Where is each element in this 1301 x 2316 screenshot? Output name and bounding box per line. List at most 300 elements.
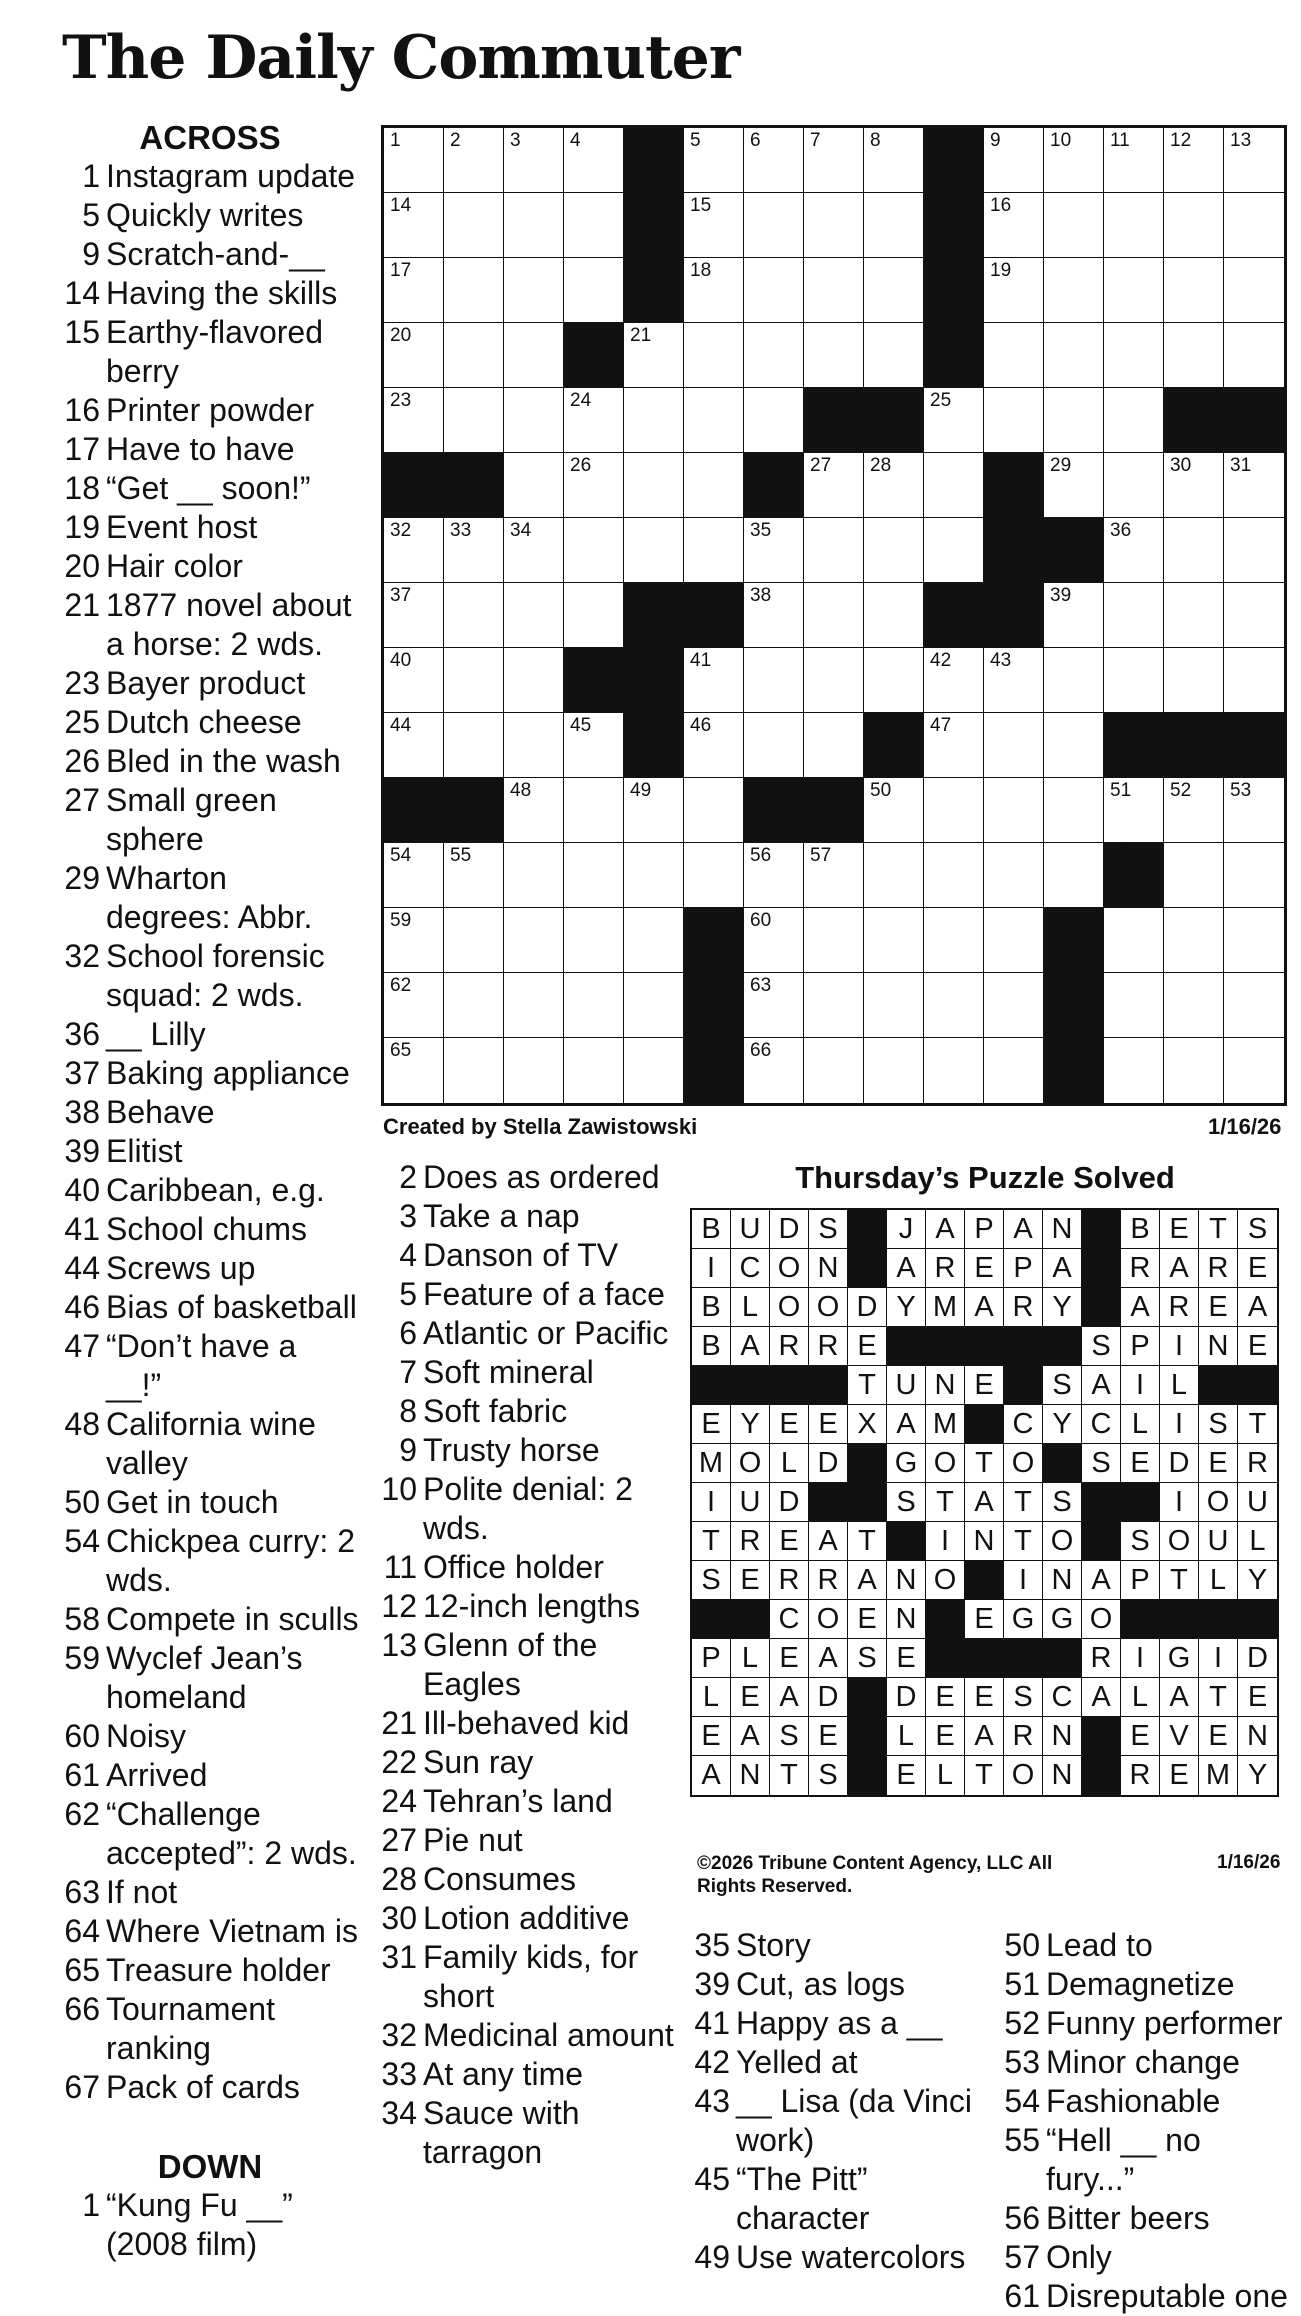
grid-cell[interactable] — [924, 908, 984, 973]
clue-text: At any time — [423, 2056, 584, 2092]
cell-number: 34 — [510, 520, 532, 541]
grid-cell[interactable] — [1104, 583, 1164, 648]
grid-cell[interactable] — [444, 388, 504, 453]
grid-cell[interactable] — [504, 583, 564, 648]
grid-cell[interactable] — [864, 258, 924, 323]
grid-cell[interactable] — [384, 583, 444, 648]
grid-cell[interactable] — [1044, 323, 1104, 388]
grid-cell[interactable] — [1164, 128, 1224, 193]
grid-cell[interactable] — [684, 453, 744, 518]
clue-item — [1000, 2121, 1295, 2199]
solution-cell: E — [1199, 1444, 1238, 1483]
solution-cell: R — [770, 1561, 809, 1600]
grid-cell[interactable] — [1224, 193, 1284, 258]
grid-cell[interactable] — [564, 713, 624, 778]
clue-number: 24 — [381, 1783, 417, 1819]
grid-cell[interactable] — [384, 908, 444, 973]
solution-cell: O — [1160, 1522, 1199, 1561]
grid-cell[interactable] — [624, 973, 684, 1038]
grid-cell[interactable] — [984, 973, 1044, 1038]
grid-cell[interactable] — [984, 908, 1044, 973]
solution-block — [1082, 1288, 1121, 1327]
grid-cell[interactable] — [744, 908, 804, 973]
grid-cell[interactable] — [684, 128, 744, 193]
clue-number: 47 — [64, 1328, 100, 1364]
grid-cell[interactable] — [1044, 778, 1104, 843]
solution-cell: V — [1160, 1717, 1199, 1756]
grid-cell[interactable] — [444, 128, 504, 193]
grid-cell[interactable] — [1164, 193, 1224, 258]
solution-block — [770, 1366, 809, 1405]
grid-cell[interactable] — [564, 128, 624, 193]
solution-cell: E — [887, 1639, 926, 1678]
grid-cell[interactable] — [384, 1038, 444, 1103]
grid-cell[interactable] — [984, 843, 1044, 908]
grid-cell[interactable] — [924, 453, 984, 518]
grid-cell[interactable] — [684, 713, 744, 778]
grid-cell[interactable] — [684, 258, 744, 323]
grid-cell[interactable] — [564, 258, 624, 323]
grid-cell[interactable] — [384, 518, 444, 583]
cell-number: 50 — [870, 780, 892, 801]
clue-item — [375, 1158, 675, 1197]
grid-cell[interactable] — [1164, 908, 1224, 973]
grid-cell[interactable] — [504, 193, 564, 258]
solution-cell: L — [1121, 1405, 1160, 1444]
grid-cell[interactable] — [564, 908, 624, 973]
grid-cell[interactable] — [504, 388, 564, 453]
solution-cell: Y — [1238, 1756, 1277, 1795]
solution-cell: R — [1199, 1249, 1238, 1288]
grid-cell[interactable] — [444, 258, 504, 323]
grid-cell[interactable] — [1104, 258, 1164, 323]
clue-number: 5 — [399, 1276, 417, 1312]
clue-number: 41 — [694, 2005, 730, 2041]
clue-item — [60, 1990, 360, 2068]
solution-cell: L — [731, 1639, 770, 1678]
clue-item — [60, 1756, 360, 1795]
grid-cell[interactable] — [504, 1038, 564, 1103]
cell-number: 51 — [1110, 780, 1132, 801]
clue-number: 65 — [64, 1952, 100, 1988]
grid-cell[interactable] — [984, 778, 1044, 843]
grid-cell[interactable] — [384, 323, 444, 388]
clue-item — [60, 1054, 360, 1093]
solution-cell: E — [809, 1717, 848, 1756]
grid-cell[interactable] — [804, 323, 864, 388]
grid-cell[interactable] — [684, 778, 744, 843]
clue-item — [60, 469, 360, 508]
grid-cell[interactable] — [744, 973, 804, 1038]
solved-title: Thursday’s Puzzle Solved — [795, 1160, 1175, 1195]
clue-number: 17 — [64, 431, 100, 467]
grid-cell[interactable] — [744, 648, 804, 713]
grid-cell[interactable] — [1164, 973, 1224, 1038]
cell-number: 9 — [990, 130, 1001, 151]
grid-cell[interactable] — [804, 713, 864, 778]
solution-block — [1121, 1483, 1160, 1522]
clue-item — [60, 859, 360, 937]
clue-text: Baking appliance — [106, 1055, 350, 1091]
clue-text: Ill-behaved kid — [423, 1705, 630, 1741]
grid-cell[interactable] — [444, 843, 504, 908]
grid-cell[interactable] — [924, 648, 984, 713]
clue-item — [690, 2043, 990, 2082]
solution-cell: A — [1004, 1210, 1043, 1249]
solution-cell: D — [770, 1210, 809, 1249]
clue-text: Screws up — [106, 1250, 256, 1286]
grid-cell[interactable] — [864, 648, 924, 713]
clue-number: 28 — [381, 1861, 417, 1897]
grid-cell[interactable] — [564, 843, 624, 908]
grid-cell[interactable] — [864, 908, 924, 973]
page-title: The Daily Commuter — [62, 23, 740, 93]
grid-cell[interactable] — [684, 843, 744, 908]
grid-cell[interactable] — [864, 323, 924, 388]
grid-cell[interactable] — [384, 258, 444, 323]
solution-cell: R — [809, 1327, 848, 1366]
clue-item — [60, 1483, 360, 1522]
grid-cell[interactable] — [864, 128, 924, 193]
clue-item — [60, 586, 360, 664]
grid-cell[interactable] — [924, 518, 984, 583]
grid-cell[interactable] — [1224, 128, 1284, 193]
clue-number: 19 — [64, 509, 100, 545]
grid-block — [684, 973, 744, 1038]
grid-cell[interactable] — [1224, 453, 1284, 518]
grid-block — [1044, 973, 1104, 1038]
grid-cell[interactable] — [1224, 648, 1284, 713]
grid-cell[interactable] — [1044, 648, 1104, 713]
solution-cell: T — [1199, 1210, 1238, 1249]
solution-cell: A — [809, 1639, 848, 1678]
grid-cell[interactable] — [924, 973, 984, 1038]
grid-cell[interactable] — [624, 453, 684, 518]
grid-cell[interactable] — [624, 843, 684, 908]
grid-cell[interactable] — [504, 713, 564, 778]
clue-text: Get in touch — [106, 1484, 279, 1520]
grid-cell[interactable] — [744, 518, 804, 583]
clue-text: Disreputable one — [1046, 2278, 1288, 2314]
grid-cell[interactable] — [924, 843, 984, 908]
clue-number: 26 — [64, 743, 100, 779]
grid-cell[interactable] — [1164, 648, 1224, 713]
solution-block — [1082, 1483, 1121, 1522]
clue-item — [375, 2016, 675, 2055]
grid-cell[interactable] — [864, 1038, 924, 1103]
grid-cell[interactable] — [444, 518, 504, 583]
grid-cell[interactable] — [1044, 453, 1104, 518]
grid-cell[interactable] — [1044, 388, 1104, 453]
grid-cell[interactable] — [1104, 128, 1164, 193]
grid-cell[interactable] — [504, 778, 564, 843]
grid-cell[interactable] — [564, 778, 624, 843]
grid-cell[interactable] — [744, 258, 804, 323]
grid-cell[interactable] — [624, 323, 684, 388]
clue-number: 9 — [82, 236, 100, 272]
grid-cell[interactable] — [1164, 323, 1224, 388]
grid-cell[interactable] — [504, 843, 564, 908]
grid-block — [444, 778, 504, 843]
grid-cell[interactable] — [804, 453, 864, 518]
grid-cell[interactable] — [864, 843, 924, 908]
grid-cell[interactable] — [684, 648, 744, 713]
grid-cell[interactable] — [1104, 908, 1164, 973]
grid-cell[interactable] — [1044, 843, 1104, 908]
grid-cell[interactable] — [864, 583, 924, 648]
grid-cell[interactable] — [1044, 193, 1104, 258]
grid-cell[interactable] — [444, 193, 504, 258]
grid-cell[interactable] — [864, 453, 924, 518]
grid-cell[interactable] — [384, 128, 444, 193]
clue-text: Printer powder — [106, 392, 315, 428]
grid-cell[interactable] — [1164, 583, 1224, 648]
grid-cell[interactable] — [1104, 648, 1164, 713]
grid-cell[interactable] — [1104, 1038, 1164, 1103]
grid-cell[interactable] — [1224, 1038, 1284, 1103]
cell-number: 16 — [990, 195, 1012, 216]
solution-cell: L — [731, 1288, 770, 1327]
grid-cell[interactable] — [984, 323, 1044, 388]
clue-number: 20 — [64, 548, 100, 584]
grid-cell[interactable] — [1164, 778, 1224, 843]
solution-cell: E — [1199, 1717, 1238, 1756]
grid-cell[interactable] — [1104, 973, 1164, 1038]
grid-cell[interactable] — [804, 583, 864, 648]
grid-cell[interactable] — [504, 648, 564, 713]
grid-cell[interactable] — [1104, 453, 1164, 518]
grid-cell[interactable] — [744, 323, 804, 388]
grid-cell[interactable] — [384, 193, 444, 258]
grid-cell[interactable] — [1224, 908, 1284, 973]
solution-cell: E — [731, 1678, 770, 1717]
grid-cell[interactable] — [504, 973, 564, 1038]
grid-cell[interactable] — [804, 648, 864, 713]
solution-block — [1199, 1366, 1238, 1405]
grid-block — [744, 778, 804, 843]
grid-cell[interactable] — [804, 193, 864, 258]
clue-item — [375, 1743, 675, 1782]
grid-cell[interactable] — [444, 583, 504, 648]
grid-cell[interactable] — [624, 388, 684, 453]
grid-cell[interactable] — [744, 128, 804, 193]
grid-cell[interactable] — [744, 1038, 804, 1103]
clue-number: 33 — [381, 2056, 417, 2092]
solution-cell: D — [1160, 1444, 1199, 1483]
grid-cell[interactable] — [1224, 778, 1284, 843]
grid-cell[interactable] — [984, 128, 1044, 193]
grid-cell[interactable] — [504, 258, 564, 323]
solution-cell: S — [1043, 1483, 1082, 1522]
solution-cell: T — [692, 1522, 731, 1561]
grid-cell[interactable] — [804, 128, 864, 193]
cell-number: 58 — [1110, 845, 1132, 866]
grid-cell[interactable] — [504, 453, 564, 518]
grid-cell[interactable] — [924, 1038, 984, 1103]
cell-number: 14 — [390, 195, 412, 216]
solution-block — [731, 1600, 770, 1639]
cell-number: 27 — [810, 455, 832, 476]
grid-cell[interactable] — [1104, 778, 1164, 843]
grid-cell[interactable] — [624, 778, 684, 843]
grid-cell[interactable] — [804, 518, 864, 583]
grid-cell[interactable] — [1224, 843, 1284, 908]
grid-cell[interactable] — [804, 1038, 864, 1103]
crossword-grid[interactable] — [381, 125, 1287, 1106]
grid-cell[interactable] — [864, 973, 924, 1038]
solution-cell: E — [770, 1522, 809, 1561]
grid-block — [924, 323, 984, 388]
grid-cell[interactable] — [1164, 453, 1224, 518]
grid-block — [624, 128, 684, 193]
solution-cell: B — [1121, 1210, 1160, 1249]
grid-cell[interactable] — [1104, 518, 1164, 583]
solution-cell: I — [1004, 1561, 1043, 1600]
grid-cell[interactable] — [804, 973, 864, 1038]
grid-cell[interactable] — [564, 453, 624, 518]
grid-cell[interactable] — [864, 778, 924, 843]
grid-cell[interactable] — [504, 908, 564, 973]
grid-cell[interactable] — [1224, 973, 1284, 1038]
clue-text: “Kung Fu __” (2008 film) — [106, 2187, 293, 2262]
clue-text: Office holder — [423, 1549, 604, 1585]
grid-cell[interactable] — [744, 713, 804, 778]
clue-item — [60, 1249, 360, 1288]
solution-cell: U — [731, 1210, 770, 1249]
clue-number: 42 — [694, 2044, 730, 2080]
grid-cell[interactable] — [1104, 193, 1164, 258]
grid-cell[interactable] — [1104, 323, 1164, 388]
grid-cell[interactable] — [1224, 518, 1284, 583]
grid-cell[interactable] — [1164, 1038, 1224, 1103]
grid-cell[interactable] — [744, 843, 804, 908]
clue-number: 50 — [64, 1484, 100, 1520]
grid-cell[interactable] — [684, 518, 744, 583]
solution-cell: R — [809, 1561, 848, 1600]
solution-block — [1082, 1249, 1121, 1288]
grid-cell[interactable] — [564, 973, 624, 1038]
grid-cell[interactable] — [984, 1038, 1044, 1103]
grid-cell[interactable] — [564, 388, 624, 453]
grid-cell[interactable] — [744, 583, 804, 648]
grid-cell[interactable] — [804, 258, 864, 323]
solution-cell: E — [1238, 1249, 1277, 1288]
grid-cell[interactable] — [624, 518, 684, 583]
grid-cell[interactable] — [684, 388, 744, 453]
solution-block — [1043, 1327, 1082, 1366]
grid-block — [804, 778, 864, 843]
clue-text: Quickly writes — [106, 197, 304, 233]
grid-cell[interactable] — [444, 648, 504, 713]
clue-number: 54 — [64, 1523, 100, 1559]
grid-cell[interactable] — [504, 128, 564, 193]
grid-cell[interactable] — [504, 323, 564, 388]
grid-cell[interactable] — [684, 193, 744, 258]
clue-text: Hair color — [106, 548, 243, 584]
grid-cell[interactable] — [564, 1038, 624, 1103]
clue-text: Sun ray — [423, 1744, 534, 1780]
clue-number: 35 — [694, 1927, 730, 1963]
grid-cell[interactable] — [924, 713, 984, 778]
cell-number: 15 — [690, 195, 712, 216]
grid-cell[interactable] — [864, 193, 924, 258]
solution-cell: O — [1082, 1600, 1121, 1639]
cell-number: 52 — [1170, 780, 1192, 801]
grid-cell[interactable] — [444, 908, 504, 973]
grid-cell[interactable] — [1224, 323, 1284, 388]
grid-cell[interactable] — [1044, 128, 1104, 193]
cell-number: 5 — [690, 130, 701, 151]
grid-cell[interactable] — [744, 193, 804, 258]
clue-number: 21 — [381, 1705, 417, 1741]
grid-cell[interactable] — [744, 388, 804, 453]
grid-cell[interactable] — [984, 388, 1044, 453]
grid-cell[interactable] — [564, 518, 624, 583]
solution-cell: O — [926, 1561, 965, 1600]
clue-number: 59 — [64, 1640, 100, 1676]
grid-cell[interactable] — [1224, 258, 1284, 323]
grid-cell[interactable] — [1044, 713, 1104, 778]
grid-cell[interactable] — [684, 323, 744, 388]
cell-number: 3 — [510, 130, 521, 151]
grid-block — [1104, 843, 1164, 908]
clue-number: 55 — [1004, 2122, 1040, 2158]
grid-cell[interactable] — [444, 973, 504, 1038]
cell-number: 45 — [570, 715, 592, 736]
grid-cell[interactable] — [1104, 388, 1164, 453]
cell-number: 53 — [1230, 780, 1252, 801]
grid-cell[interactable] — [924, 388, 984, 453]
grid-cell[interactable] — [1224, 583, 1284, 648]
solution-cell: R — [1082, 1639, 1121, 1678]
grid-cell[interactable] — [564, 583, 624, 648]
grid-cell[interactable] — [1044, 258, 1104, 323]
grid-cell[interactable] — [504, 518, 564, 583]
grid-cell[interactable] — [624, 1038, 684, 1103]
clue-text: Only — [1046, 2239, 1112, 2275]
grid-cell[interactable] — [384, 713, 444, 778]
grid-cell[interactable] — [924, 778, 984, 843]
grid-cell[interactable] — [1164, 518, 1224, 583]
grid-cell[interactable] — [444, 713, 504, 778]
cell-number: 31 — [1230, 455, 1252, 476]
grid-cell[interactable] — [564, 193, 624, 258]
grid-cell[interactable] — [444, 1038, 504, 1103]
grid-cell[interactable] — [384, 843, 444, 908]
grid-cell[interactable] — [984, 713, 1044, 778]
clue-item — [60, 547, 360, 586]
grid-cell[interactable] — [624, 908, 684, 973]
grid-cell[interactable] — [1164, 843, 1224, 908]
clue-number: 21 — [64, 587, 100, 623]
grid-cell[interactable] — [384, 648, 444, 713]
grid-cell[interactable] — [384, 973, 444, 1038]
grid-cell[interactable] — [984, 258, 1044, 323]
grid-cell[interactable] — [984, 648, 1044, 713]
grid-cell[interactable] — [804, 843, 864, 908]
down-clues-4 — [1000, 1926, 1295, 2316]
grid-cell[interactable] — [804, 908, 864, 973]
grid-cell[interactable] — [1164, 258, 1224, 323]
grid-cell[interactable] — [864, 518, 924, 583]
solution-block — [848, 1249, 887, 1288]
grid-cell[interactable] — [384, 388, 444, 453]
clue-number: 39 — [694, 1966, 730, 2002]
solution-cell: E — [1238, 1327, 1277, 1366]
grid-cell[interactable] — [1044, 583, 1104, 648]
grid-cell[interactable] — [984, 193, 1044, 258]
grid-cell[interactable] — [444, 323, 504, 388]
